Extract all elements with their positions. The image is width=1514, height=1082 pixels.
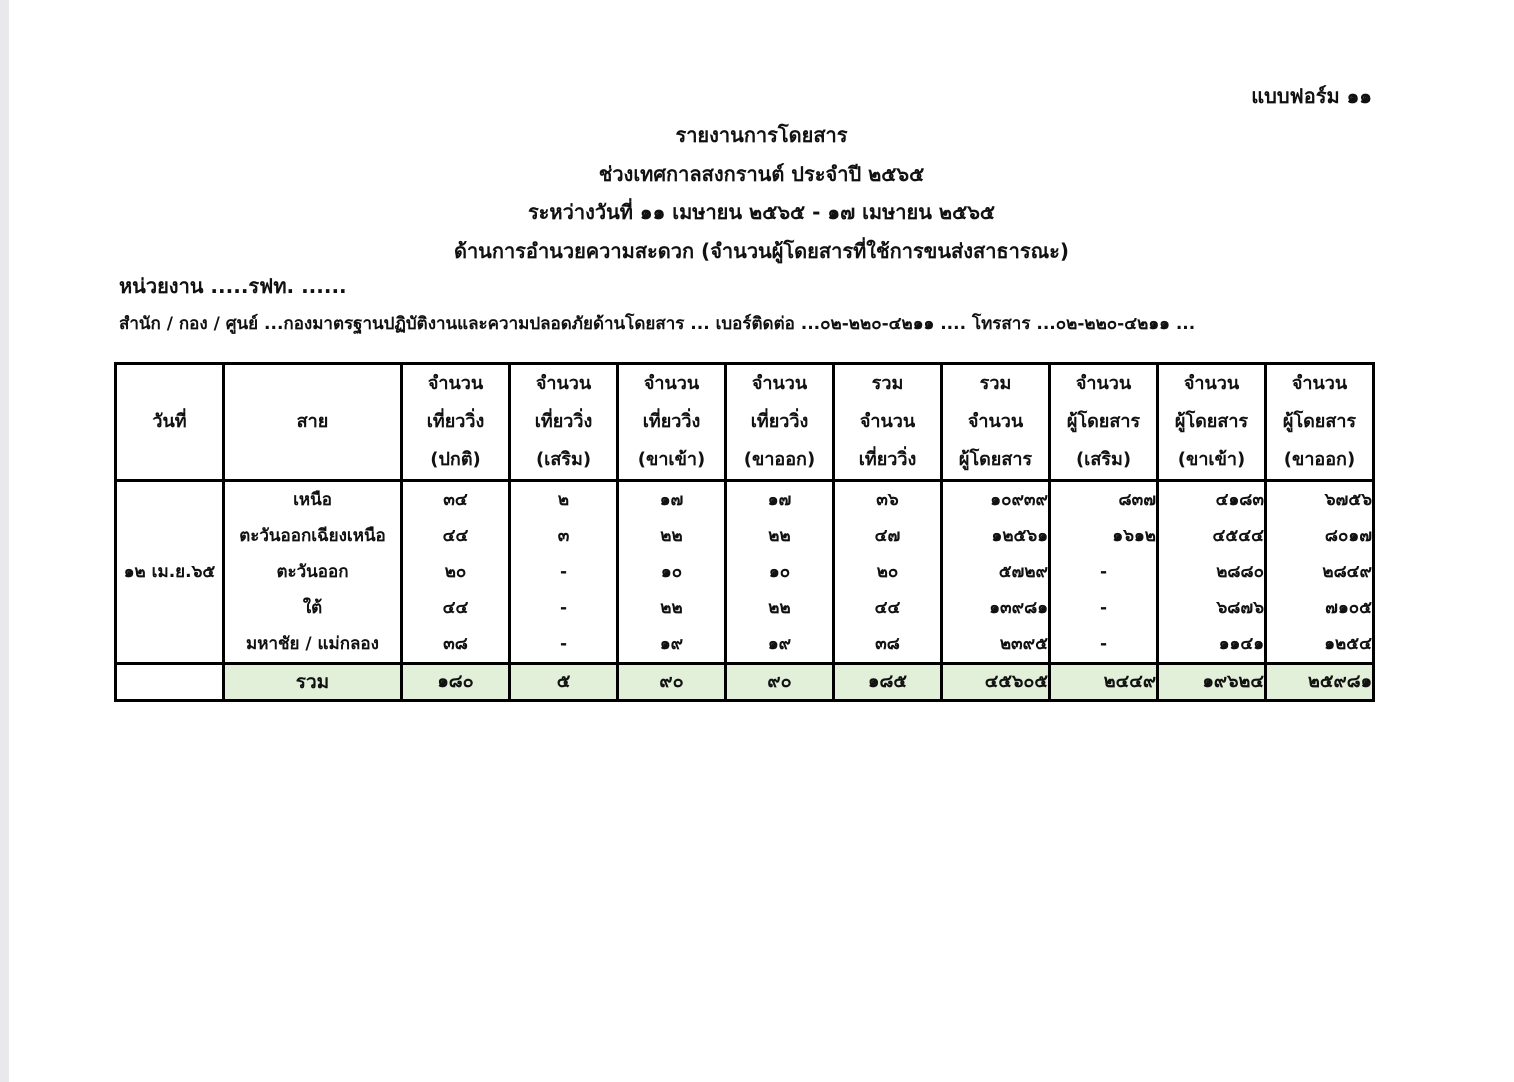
header-passengers-outbound: จำนวน ผู้โดยสาร (ขาออก) <box>1266 364 1374 481</box>
table-row <box>116 481 1374 519</box>
report-subtitle-aspect: ด้านการอำนวยความสะดวก (จำนวนผู้โดยสารที่ใช้การขนส่งสาธารณะ) <box>453 238 1070 263</box>
value-cell: ๑๙ <box>618 626 726 664</box>
value-cell: ๓๔ <box>402 481 510 519</box>
value-cell: ๒๘๘๐ <box>1158 554 1266 590</box>
value-cell: ๗๑๐๕ <box>1266 590 1374 626</box>
value-cell: ๓๘ <box>834 626 942 664</box>
value-cell: ๔๔ <box>834 590 942 626</box>
route-cell: มหาชัย / แม่กลอง <box>224 626 402 664</box>
total-row <box>116 664 1374 701</box>
value-cell: ๑๙ <box>726 626 834 664</box>
total-value-cell: ๒๔๔๙ <box>1050 664 1158 701</box>
header-trips-inbound: จำนวน เที่ยววิ่ง (ขาเข้า) <box>618 364 726 481</box>
value-cell: ๑๐ <box>726 554 834 590</box>
date-cell: ๑๒ เม.ย.๖๕ <box>116 481 224 664</box>
value-cell: ๓ <box>510 518 618 554</box>
value-cell: ๓๖ <box>834 481 942 519</box>
document-page <box>9 0 1514 1082</box>
total-value-cell: ๕ <box>510 664 618 701</box>
passenger-report-table <box>114 362 1375 702</box>
total-date-blank <box>116 664 224 701</box>
agency-line: หน่วยงาน .....รฟท. ...... <box>119 274 347 298</box>
value-cell: - <box>510 590 618 626</box>
header-date: วันที่ <box>116 364 224 481</box>
value-cell: ๑๗ <box>618 481 726 519</box>
value-cell: ๑๓๙๘๑ <box>942 590 1050 626</box>
total-value-cell: ๙๐ <box>618 664 726 701</box>
header-total-trips: รวม จำนวน เที่ยววิ่ง <box>834 364 942 481</box>
total-value-cell: ๑๘๕ <box>834 664 942 701</box>
value-cell: ๔๕๔๔ <box>1158 518 1266 554</box>
office-contact-line: สำนัก / กอง / ศูนย์ ...กองมาตรฐานปฏิบัติงานและความปลอดภัยด้านโดยสาร ... เบอร์ติดต่อ ...๐๒-๒๒๐-๔๒๑๑ .... โทรสาร ...๐๒-๒๒๐-๔๒๑๑ ... <box>119 314 1196 334</box>
value-cell: ๒๒ <box>726 518 834 554</box>
value-cell: ๔๑๘๓ <box>1158 481 1266 519</box>
header-passengers-extra: จำนวน ผู้โดยสาร (เสริม) <box>1050 364 1158 481</box>
value-cell: ๒๒ <box>618 518 726 554</box>
report-subtitle-period: ระหว่างวันที่ ๑๑ เมษายน ๒๕๖๕ - ๑๗ เมษายน ๒๕๖๕ <box>527 200 996 224</box>
total-value-cell: ๙๐ <box>726 664 834 701</box>
value-cell: ๑๖๑๒ <box>1050 518 1158 554</box>
table-row <box>116 626 1374 664</box>
route-cell: ตะวันออกเฉียงเหนือ <box>239 526 386 546</box>
route-cell: เหนือ <box>293 490 332 510</box>
value-cell: ๒๐ <box>834 554 942 590</box>
value-cell: ๘๓๗ <box>1050 481 1158 519</box>
viewer-left-edge <box>0 0 9 1082</box>
value-cell: - <box>1050 590 1158 626</box>
value-cell: - <box>1050 554 1158 590</box>
report-titles <box>9 116 1514 270</box>
header-trips-outbound: จำนวน เที่ยววิ่ง (ขาออก) <box>726 364 834 481</box>
value-cell: ๒๘๔๙ <box>1266 554 1374 590</box>
value-cell: ๓๘ <box>402 626 510 664</box>
header-route: สาย <box>224 364 402 481</box>
value-cell: ๒๒ <box>726 590 834 626</box>
total-value-cell: ๑๘๐ <box>402 664 510 701</box>
route-cell: ใต้ <box>302 598 323 618</box>
total-value-cell: ๔๕๖๐๕ <box>942 664 1050 701</box>
value-cell: ๔๔ <box>402 518 510 554</box>
header-passengers-inbound: จำนวน ผู้โดยสาร (ขาเข้า) <box>1158 364 1266 481</box>
route-cell: ตะวันออก <box>276 562 349 582</box>
value-cell: ๘๐๑๗ <box>1266 518 1374 554</box>
report-subtitle-festival: ช่วงเทศกาลสงกรานต์ ประจำปี ๒๕๖๕ <box>598 161 925 186</box>
value-cell: ๑๗ <box>726 481 834 519</box>
value-cell: ๖๗๕๖ <box>1266 481 1374 519</box>
report-title: รายงานการโดยสาร <box>675 123 848 147</box>
header-trips-extra: จำนวน เที่ยววิ่ง (เสริม) <box>510 364 618 481</box>
value-cell: ๒๐ <box>402 554 510 590</box>
value-cell: ๑๐ <box>618 554 726 590</box>
total-value-cell: ๑๙๖๒๔ <box>1158 664 1266 701</box>
value-cell: - <box>510 626 618 664</box>
value-cell: - <box>510 554 618 590</box>
header-row <box>116 364 1374 481</box>
value-cell: ๑๑๔๑ <box>1158 626 1266 664</box>
header-trips-normal: จำนวน เที่ยววิ่ง (ปกติ) <box>402 364 510 481</box>
value-cell: ๔๗ <box>834 518 942 554</box>
value-cell: ๑๒๕๖๑ <box>942 518 1050 554</box>
table-row <box>116 590 1374 626</box>
value-cell: ๑๐๙๓๙ <box>942 481 1050 519</box>
total-value-cell: ๒๕๙๘๑ <box>1266 664 1374 701</box>
value-cell: ๒๒ <box>618 590 726 626</box>
value-cell: ๖๘๗๖ <box>1158 590 1266 626</box>
value-cell: ๒๓๙๕ <box>942 626 1050 664</box>
form-number: แบบฟอร์ม ๑๑ <box>1251 84 1372 108</box>
table-row <box>116 554 1374 590</box>
table-row <box>116 518 1374 554</box>
value-cell: ๕๗๒๙ <box>942 554 1050 590</box>
value-cell: ๑๒๕๔ <box>1266 626 1374 664</box>
total-label: รวม <box>224 664 402 701</box>
value-cell: - <box>1050 626 1158 664</box>
value-cell: ๒ <box>510 481 618 519</box>
header-total-passengers: รวม จำนวน ผู้โดยสาร <box>942 364 1050 481</box>
value-cell: ๔๔ <box>402 590 510 626</box>
